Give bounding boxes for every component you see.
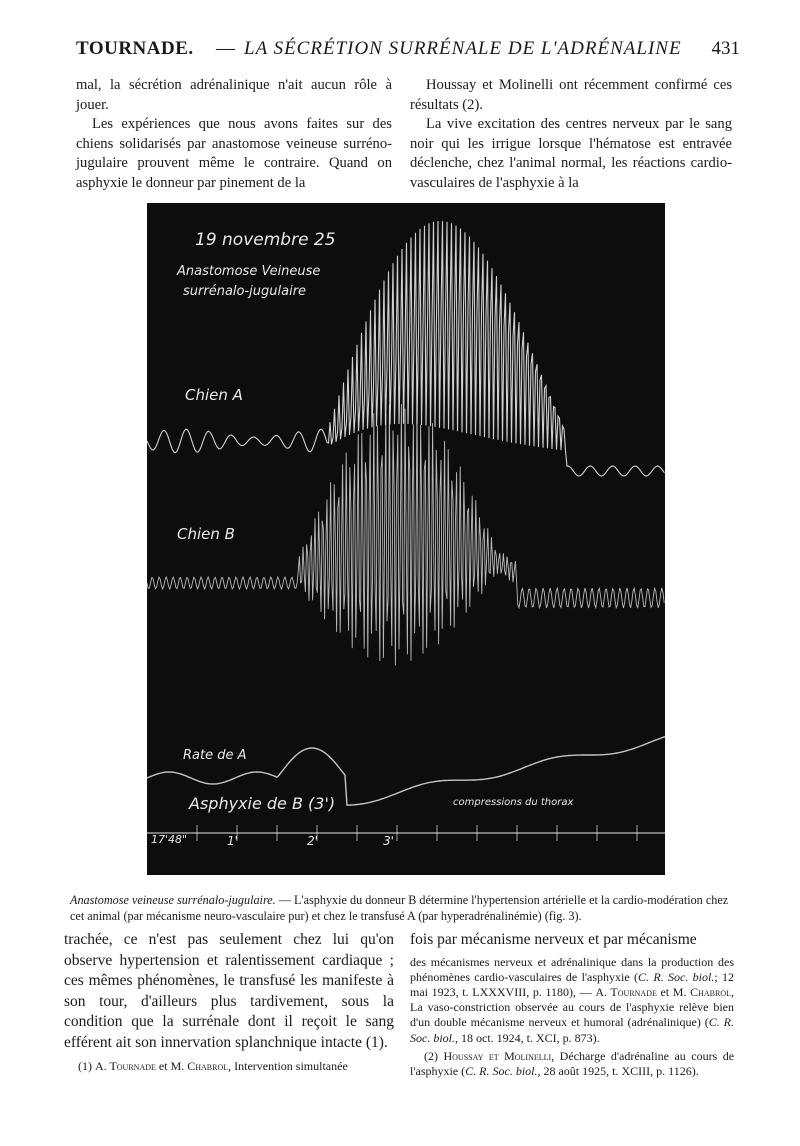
footnote-text: , Intervention simultanée <box>228 1059 348 1073</box>
figure-time-1: 1' <box>227 834 238 848</box>
caption-text: — L'asphyxie du donneur B détermine l'hypertension artérielle et la cardio-modération chez cet animal (par mécanisme neuro-vasculaire pur) et chez le transfusé A (par hyperadrénalinémie) (fig. 3). <box>70 893 729 923</box>
paragraph: Les expériences que nous avons faites sur des chiens solidarisés par anastomose veineuse surréno-jugulaire prouvent même le contraire. Quand on asphyxie le donneur par pinement de la <box>76 116 392 191</box>
figure-date: 19 novembre 25 <box>195 230 336 250</box>
footnote-number: (2) <box>424 1048 438 1063</box>
footnote-author: Houssay et Molinelli <box>443 1048 552 1063</box>
kymograph-figure <box>147 203 665 875</box>
footnote-author: A. Tournade <box>595 984 657 999</box>
caption-lead: Anastomose veineuse surrénalo-jugulaire. <box>70 893 276 907</box>
figure-anastomose-line2: surrénalo-jugulaire <box>183 284 307 299</box>
header-dash: — <box>216 38 235 59</box>
trace-chien-a <box>147 221 665 476</box>
header-title: LA SÉCRÉTION SURRÉNALE DE L'ADRÉNALINE <box>244 38 682 59</box>
paragraph: mal, la sécrétion adrénalinique n'ait aucun rôle à jouer. <box>76 77 392 113</box>
journal-ref: C. R. Soc. biol. <box>638 969 715 984</box>
figure-label-chien-a: Chien A <box>185 386 243 404</box>
right-column-bottom <box>410 930 734 1079</box>
right-column-top <box>410 76 732 193</box>
header-author: TOURNADE. <box>76 38 194 59</box>
figure-anastomose-line1: Anastomose Veineuse <box>177 264 321 279</box>
footnote-text: et <box>656 984 673 999</box>
running-header <box>76 38 740 72</box>
footnote-text: , 28 août 1925, t. XCIII, p. 1126). <box>537 1063 699 1078</box>
figure-time-start: 17'48" <box>151 833 188 846</box>
footnote-author: A. Tournade <box>95 1059 156 1073</box>
footnote-text: , 18 oct. 1924, t. XCI, p. 873). <box>455 1030 600 1045</box>
footnote-number: (1) <box>78 1059 92 1073</box>
journal-ref: C. R. Soc. biol. <box>410 1015 734 1045</box>
figure-time-3: 3' <box>383 834 394 848</box>
footnote-author: M. Chabrol <box>672 984 731 999</box>
paragraph: fois par mécanisme nerveux et par mécanisme <box>410 931 697 948</box>
footnote-1 <box>64 1059 394 1074</box>
journal-ref: C. R. Soc. biol. <box>465 1063 538 1078</box>
footnote-text: des mécanismes nerveux et adrénalinique dans la production des phénomènes cardio-vasculaires de l'asphyxie ( <box>410 954 734 984</box>
page-number: 431 <box>711 38 740 59</box>
footnote-2 <box>410 1049 734 1079</box>
paragraph: La vive excitation des centres nerveux par le sang noir qui les irrigue lorsque l'hématose est entravée déclenche, chez l'animal normal, les réactions cardio-vasculaires de l'asphyxie à la <box>410 116 732 191</box>
footnote-text: , La vaso-constriction observée au cours de l'asphyxie relève bien d'un double mécanisme nerveux et humoral (adrénalinique) ( <box>410 984 734 1030</box>
footnote-text: , Décharge d'adrénaline au cours de l'asphyxie ( <box>410 1048 735 1078</box>
figure-label-asphyxie: Asphyxie de B (3') <box>189 794 336 813</box>
figure-caption <box>70 892 730 924</box>
footnote-author: M. Chabrol <box>170 1059 229 1073</box>
figure-time-2: 2' <box>307 834 318 848</box>
figure-label-rate: Rate de A <box>183 748 247 763</box>
left-column-top <box>76 76 392 193</box>
kymograph-trace <box>147 203 665 875</box>
left-column-bottom <box>64 930 394 1074</box>
figure-label-chien-b: Chien B <box>177 525 235 543</box>
figure-label-compressions: compressions du thorax <box>453 797 574 808</box>
footnote-text: et <box>155 1059 171 1073</box>
footnote-continuation <box>410 955 734 1046</box>
footnote-text: ; 12 mai 1923, t. LXXXVIII, p. 1180), — <box>410 969 734 999</box>
paragraph: trachée, ce n'est pas seulement chez lui qu'on observe hypertension et ralentissement cardiaque ; ces mêmes phénomènes, le transfusé les manifeste à son tour, d'ailleurs plus tardivement, sous la condition que la surrénale dont il reçoit le sang efférent ait son innervation splanchnique intacte (1). <box>64 931 394 1051</box>
paragraph: Houssay et Molinelli ont récemment confirmé ces résultats (2). <box>410 77 732 113</box>
